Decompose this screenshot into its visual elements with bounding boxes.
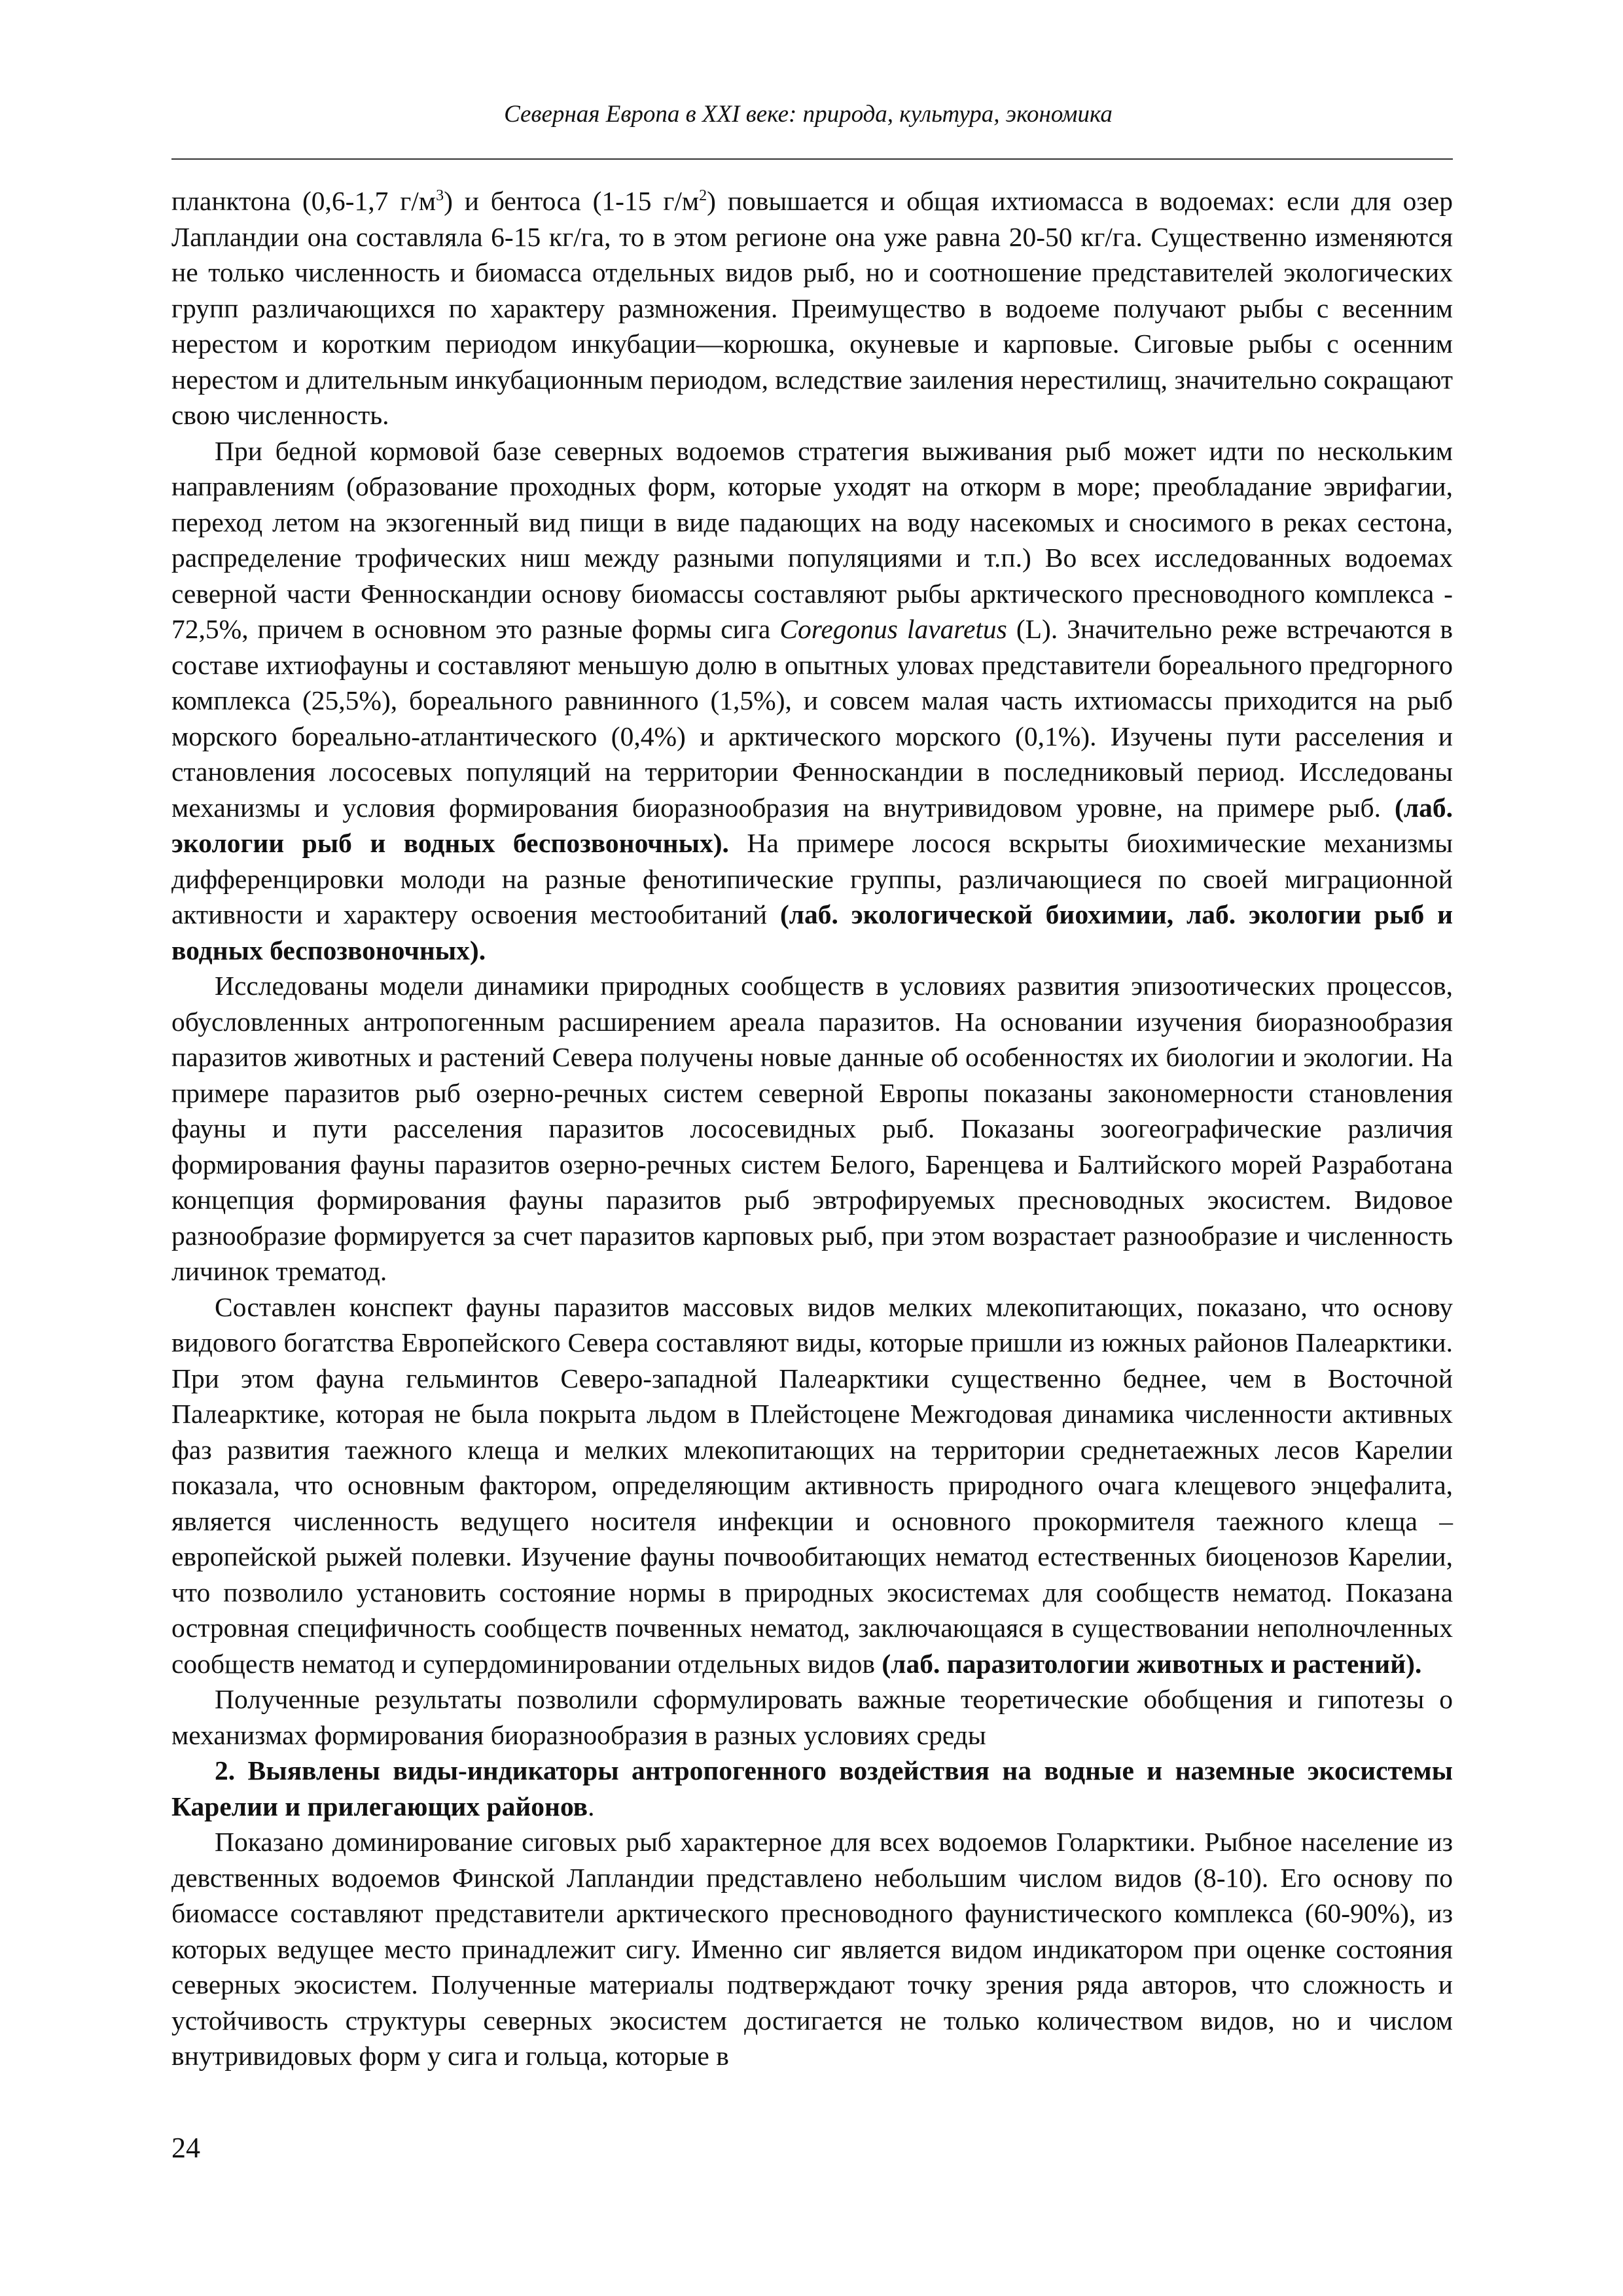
page-body: [171, 183, 1453, 2074]
paragraph-results-summary: Полученные результаты позволили сформулировать важные теоретические обобщения и гипотезы о механизмах формирования биоразнообразия в разных условиях среды: [171, 1684, 1453, 1750]
text-run: планктона (0,6-1,7 г/м: [171, 186, 437, 216]
paragraph-whitefish-dominance: Показано доминирование сиговых рыб характерное для всех водоемов Голарктики. Рыбное население из девственных водоемов Финской Лапландии представлено небольшим числом видов (8-10). Его основу по биомассе составляют представители арктического пресноводного фаунистического комплекса (60-90%), из которых ведущее место принадлежит сигу. Именно сиг является видом индикатором при оценке состояния северных экосистем. Полученные материалы подтверждают точку зрения ряда авторов, что сложность и устойчивость структуры северных экосистем достигается не только количеством видов, но и числом внутривидовых форм у сига и гольца, которые в: [171, 1827, 1453, 2071]
paragraph-parasite-models: Исследованы модели динамики природных сообществ в условиях развития эпизоотических процессов, обусловленных антропогенным расширением ареала паразитов. На основании изучения биоразнообразия паразитов животных и растений Севера получены новые данные об особенностях их биологии и экологии. На примере паразитов рыб озерно-речных систем северной Европы показаны закономерности становления фауны и пути расселения паразитов лососевидных рыб. Показаны зоогеографические различия формирования фауны паразитов озерно-речных систем Белого, Баренцева и Балтийского морей Разработана концепция формирования фауны паразитов рыб эвтрофируемых пресноводных экосистем. Видовое разнообразие формируется за счет паразитов карповых рыб, при этом возрастает разнообразие и численность личинок трематод.: [171, 971, 1453, 1286]
text-run: При бедной кормовой базе северных водоемов стратегия выживания рыб может идти по нескольким направлениям (образование проходных форм, которые уходят на откорм в море; преобладание эврифагии, переход летом на экзогенный вид пищи в виде падающих на воду насекомых и сносимого в реках сестона, распределение трофических ниш между разными популяциями и т.п.) Во всех исследованных водоемах северной части Фенноскандии основу биомассы составляют рыбы арктического пресноводного комплекса - 72,5%, причем в основном это разные формы сига: [171, 435, 1453, 644]
text-run: (L). Значительно реже встречаются в составе ихтиофауны и составляют меньшую долю в опытных уловах представители бореального предгорного комплекса (25,5%), бореального равнинного (1,5%), и совсем малая часть ихтиомассы приходится на рыб морского бореально-атлантического (0,4%) и арктического морского (0,1%). Изучены пути расселения и становления лососевых популяций на территории Фенноскандии в последниковый период. Исследованы механизмы и условия формирования биоразнообразия на внутривидовом уровне, на примере рыб.: [171, 614, 1453, 823]
paragraph-survival-strategy: [171, 433, 1453, 969]
lab-reference: (лаб. экологии рыб и водных беспозвоночных).: [171, 792, 1453, 858]
text-run: ) повышается и общая ихтиомасса в водоемах: если для озер Лапландии она составляла 6-15 кг/га, то в этом регионе она уже равна 20-50 кг/га. Существенно изменяются не только численность и биомасса отдельных видов рыб, но и соотношение представителей экологических групп различающихся по характеру размножения. Преимущество в водоеме получают рыбы с весенним нерестом и коротким периодом инкубации—корюшка, окуневые и карповые. Сиговые рыбы с осенним нерестом и длительным инкубационным периодом, вследствие заиления нерестилищ, значительно сокращают свою численность.: [171, 186, 1453, 430]
lab-reference: (лаб. паразитологии животных и растений).: [882, 1648, 1422, 1679]
text-run: ) и бентоса (1-15 г/м: [444, 186, 700, 216]
superscript: 3: [436, 187, 444, 205]
page-number: 24: [171, 2132, 200, 2164]
section-heading: [171, 1753, 1453, 1824]
header-divider: [171, 158, 1453, 160]
paragraph-plankton-benthos: [171, 183, 1453, 433]
superscript: 2: [699, 187, 707, 205]
species-name: Coregonus lavaretus: [779, 614, 1007, 644]
heading-period: .: [588, 1791, 595, 1821]
text-run: Составлен конспект фауны паразитов массовых видов мелких млекопитающих, показано, что основу видового богатства Европейского Севера составляют виды, которые пришли из южных районов Палеарктики. При этом фауна гельминтов Северо-западной Палеарктики существенно беднее, чем в Восточной Палеарктике, которая не была покрыта льдом в Плейстоцене Межгодовая динамика численности активных фаз развития таежного клеща и мелких млекопитающих на территории среднетаежных лесов Карелии показала, что основным фактором, определяющим активность природного очага клещевого энцефалита, является численность ведущего носителя инфекции и основного прокормителя таежного клеща – европейской рыжей полевки. Изучение фауны почвообитающих нематод естественных биоценозов Карелии, что позволило установить состояние нормы в природных экосистемах для сообществ нематод. Показана островная специфичность сообществ почвенных нематод, заключающаяся в существовании неполночленных сообществ нематод и супердоминировании отдельных видов: [171, 1291, 1453, 1679]
section-heading-text: 2. Выявлены виды-индикаторы антропогенного воздействия на водные и наземные экосистемы Карелии и прилегающих районов: [171, 1755, 1453, 1821]
paragraph-mammal-parasites: [171, 1289, 1453, 1682]
lab-reference: (лаб. экологической биохимии, лаб. экологии рыб и водных беспозвоночных).: [171, 899, 1453, 965]
text-run: На примере лосося вскрыты биохимические механизмы дифференцировки молоди на разные фенотипические группы, различающиеся по своей миграционной активности и характеру освоения местообитаний: [171, 828, 1453, 929]
running-header: Северная Европа в XXI веке: природа, культура, экономика: [504, 101, 1113, 128]
